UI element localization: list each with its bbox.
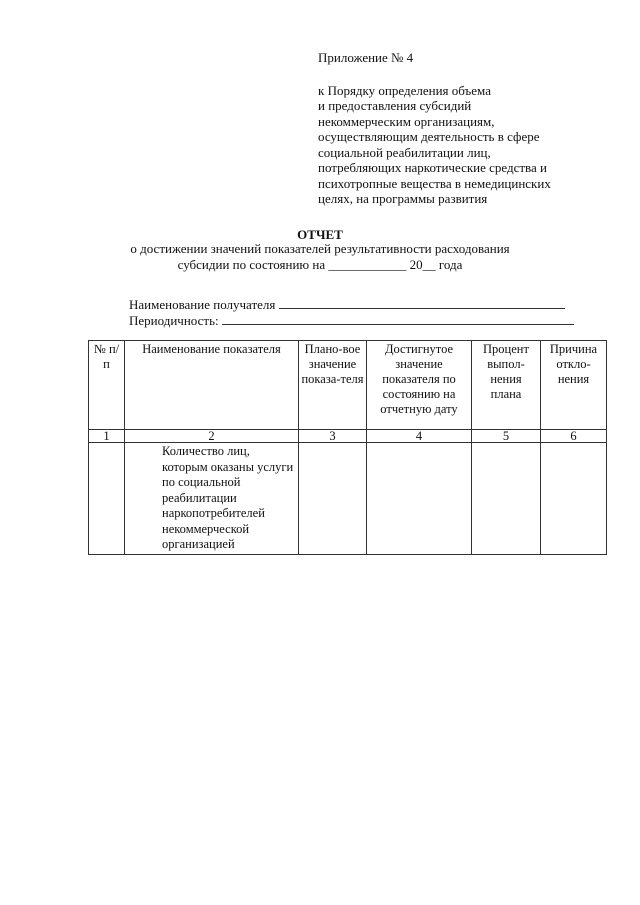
row-indicator-name: Количество лиц, которым оказаны услуги по социальной реабилитации наркопотребителей некоммерческой организацией: [125, 443, 299, 555]
header-planned-value: Плано-вое значение показа-теля: [299, 341, 367, 430]
column-number: 6: [541, 430, 607, 443]
column-number: 3: [299, 430, 367, 443]
table-row: [89, 443, 607, 555]
row-percent-cell: [472, 443, 541, 555]
row-planned-cell: [299, 443, 367, 555]
appendix-line: и предоставления субсидий: [318, 98, 472, 113]
column-number: 2: [125, 430, 299, 443]
periodicity-field: [129, 312, 574, 329]
periodicity-blank-line: [222, 312, 574, 325]
row-achieved-cell: [367, 443, 472, 555]
column-number: 4: [367, 430, 472, 443]
appendix-line: психотропные вещества в немедицинских: [318, 175, 551, 191]
appendix-line: социальной реабилитации лиц,: [318, 144, 491, 160]
periodicity-label: Периодичность:: [129, 313, 219, 328]
header-num: № п/п: [89, 341, 125, 430]
header-indicator-name: Наименование показателя: [125, 341, 299, 430]
column-number: 5: [472, 430, 541, 443]
recipient-field: [129, 296, 565, 313]
report-table: [88, 340, 607, 555]
report-subtitle-line-2: субсидии по состоянию на ____________ 20__ года: [177, 257, 463, 272]
row-num-cell: [89, 443, 125, 555]
report-subtitle-line-1: о достижении значений показателей результативности расходования: [130, 241, 510, 256]
appendix-line: целях, на программы развития: [318, 191, 488, 206]
row-reason-cell: [541, 443, 607, 555]
appendix-line: осуществляющим деятельность в сфере: [318, 129, 540, 144]
appendix-number: Приложение № 4: [318, 50, 414, 65]
header-achieved-value: Достигнутое значение показателя по состоянию на отчетную дату: [367, 341, 472, 430]
appendix-line: к Порядку определения объема: [318, 82, 491, 98]
column-number: 1: [89, 430, 125, 443]
column-numbers-row: [89, 430, 607, 443]
appendix-block: [318, 50, 608, 207]
recipient-label: Наименование получателя: [129, 297, 276, 312]
report-title: ОТЧЕТ: [297, 227, 343, 242]
header-deviation-reason: Причина откло-нения: [541, 341, 607, 430]
appendix-line: потребляющих наркотические средства и: [318, 160, 548, 175]
header-percent-complete: Процент выпол-нения плана: [472, 341, 541, 430]
recipient-blank-line: [279, 296, 565, 309]
table-header-row: [89, 341, 607, 430]
appendix-line: некоммерческим организациям,: [318, 113, 495, 129]
